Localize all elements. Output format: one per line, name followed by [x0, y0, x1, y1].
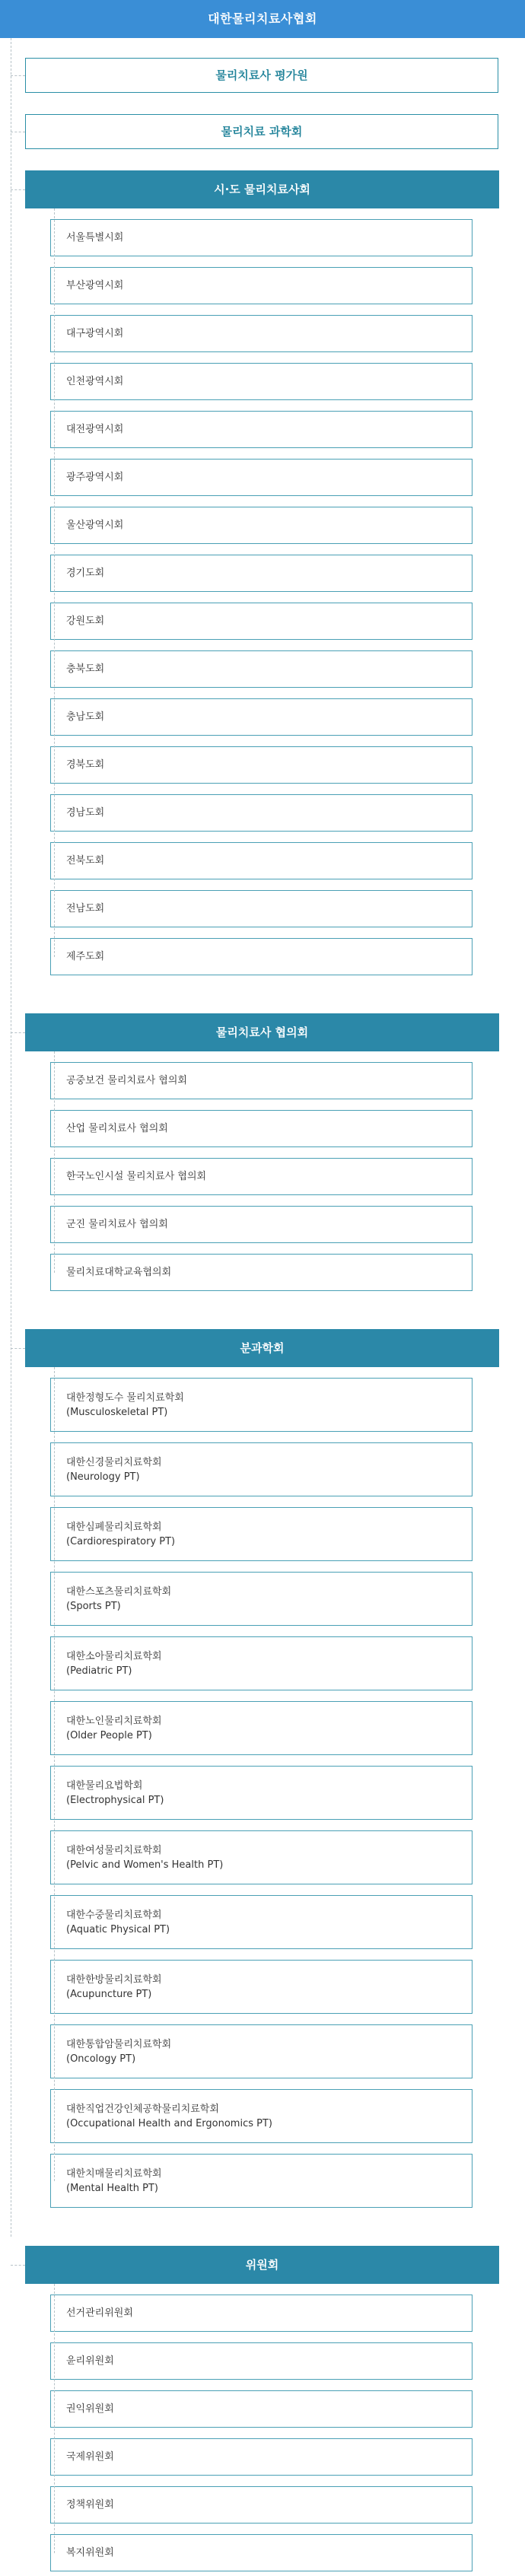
- item-korean-name: 대한물리요법학회: [66, 1779, 143, 1792]
- tree-connector: [11, 2265, 25, 2266]
- category-item-link[interactable]: [50, 1442, 473, 1496]
- category-item-link[interactable]: [50, 1701, 473, 1755]
- page-title: 대한물리치료사협회: [0, 0, 525, 38]
- category-item-link[interactable]: 광주광역시회: [50, 459, 473, 496]
- item-english-name: (Cardiorespiratory PT): [66, 1535, 176, 1547]
- item-korean-name: 대한신경물리치료학회: [66, 1456, 162, 1468]
- category-item-link[interactable]: 인천광역시회: [50, 363, 473, 400]
- category-item-link[interactable]: [50, 1830, 473, 1884]
- category-item-link[interactable]: 권익위원회: [50, 2390, 473, 2428]
- item-korean-name: 대한수중물리치료학회: [66, 1909, 162, 1921]
- category-item-link[interactable]: [50, 2024, 473, 2078]
- category-item-link[interactable]: 대구광역시회: [50, 315, 473, 352]
- category-item-link[interactable]: [50, 1636, 473, 1690]
- category-item-link[interactable]: 물리치료대학교육협의회: [50, 1254, 473, 1291]
- category-branch-line: [54, 208, 55, 957]
- item-korean-name: 대한노인물리치료학회: [66, 1715, 162, 1727]
- category-item-link[interactable]: 복지위원회: [50, 2534, 473, 2571]
- category-branch-line: [54, 2284, 55, 2553]
- category-item-link[interactable]: 경남도회: [50, 794, 473, 832]
- item-korean-name: 대한여성물리치료학회: [66, 1844, 162, 1856]
- item-english-name: (Mental Health PT): [66, 2182, 159, 2194]
- item-english-name: (Sports PT): [66, 1600, 121, 1612]
- item-korean-name: 대한소아물리치료학회: [66, 1650, 162, 1662]
- category-item-link[interactable]: [50, 1960, 473, 2014]
- category-item-link[interactable]: [50, 1507, 473, 1561]
- tree-connector: [11, 75, 25, 76]
- category-item-link[interactable]: [50, 2089, 473, 2143]
- item-english-name: (Acupuncture PT): [66, 1988, 152, 2000]
- item-english-name: (Older People PT): [66, 1729, 152, 1741]
- item-english-name: (Pelvic and Women's Health PT): [66, 1859, 224, 1871]
- category-item-link[interactable]: 국제위원회: [50, 2438, 473, 2476]
- category-item-link[interactable]: 경기도회: [50, 555, 473, 592]
- item-english-name: (Pediatric PT): [66, 1665, 132, 1677]
- category-branch-line: [54, 1367, 55, 2181]
- science-society-link[interactable]: 물리치료 과학회: [25, 114, 498, 149]
- category-item-link[interactable]: 서울특별시회: [50, 219, 473, 256]
- category-item-link[interactable]: [50, 1895, 473, 1949]
- item-korean-name: 대한한방물리치료학회: [66, 1973, 162, 1986]
- tree-connector: [11, 1348, 25, 1349]
- item-english-name: (Occupational Health and Ergonomics PT): [66, 2117, 272, 2129]
- category-item-link[interactable]: 충북도회: [50, 650, 473, 688]
- item-korean-name: 대한직업건강인체공학물리치료학회: [66, 2103, 219, 2115]
- category-branch-line: [54, 1051, 55, 1273]
- category-header[interactable]: 분과학회: [25, 1329, 499, 1367]
- category-item-link[interactable]: 강원도회: [50, 603, 473, 640]
- category-item-link[interactable]: [50, 2154, 473, 2208]
- category-item-link[interactable]: 한국노인시설 물리치료사 협의회: [50, 1158, 473, 1195]
- item-korean-name: 대한통합암물리치료학회: [66, 2038, 172, 2050]
- category-item-link[interactable]: 대전광역시회: [50, 411, 473, 448]
- category-item-link[interactable]: 경북도회: [50, 746, 473, 784]
- evaluation-institute-link[interactable]: 물리치료사 평가원: [25, 58, 498, 93]
- category-item-link[interactable]: 공중보건 물리치료사 협의회: [50, 1062, 473, 1099]
- item-english-name: (Neurology PT): [66, 1471, 140, 1483]
- category-item-link[interactable]: 충남도회: [50, 698, 473, 736]
- item-english-name: (Oncology PT): [66, 2053, 136, 2065]
- item-english-name: (Musculoskeletal PT): [66, 1406, 168, 1418]
- category-item-link[interactable]: 제주도회: [50, 938, 473, 975]
- item-korean-name: 대한치매물리치료학회: [66, 2167, 162, 2180]
- item-korean-name: 대한정형도수 물리치료학회: [66, 1391, 184, 1404]
- tree-connector: [11, 189, 25, 190]
- category-header[interactable]: 시·도 물리치료사회: [25, 170, 499, 208]
- category-item-link[interactable]: 정책위원회: [50, 2486, 473, 2524]
- category-item-link[interactable]: 부산광역시회: [50, 267, 473, 304]
- category-item-link[interactable]: [50, 1572, 473, 1626]
- category-item-link[interactable]: [50, 1766, 473, 1820]
- category-item-link[interactable]: 선거관리위원회: [50, 2295, 473, 2332]
- category-item-link[interactable]: 전남도회: [50, 890, 473, 927]
- category-item-link[interactable]: 윤리위원회: [50, 2342, 473, 2380]
- item-english-name: (Electrophysical PT): [66, 1794, 164, 1806]
- category-header[interactable]: 위원회: [25, 2246, 499, 2284]
- item-english-name: (Aquatic Physical PT): [66, 1923, 170, 1935]
- tree-connector: [11, 1032, 25, 1033]
- item-korean-name: 대한스포츠물리치료학회: [66, 1585, 172, 1598]
- category-item-link[interactable]: 전북도회: [50, 842, 473, 879]
- category-header[interactable]: 물리치료사 협의회: [25, 1013, 499, 1051]
- item-korean-name: 대한심폐물리치료학회: [66, 1521, 162, 1533]
- category-item-link[interactable]: 군진 물리치료사 협의회: [50, 1206, 473, 1243]
- category-item-link[interactable]: 산업 물리치료사 협의회: [50, 1110, 473, 1147]
- category-item-link[interactable]: 울산광역시회: [50, 507, 473, 544]
- category-item-link[interactable]: [50, 1378, 473, 1432]
